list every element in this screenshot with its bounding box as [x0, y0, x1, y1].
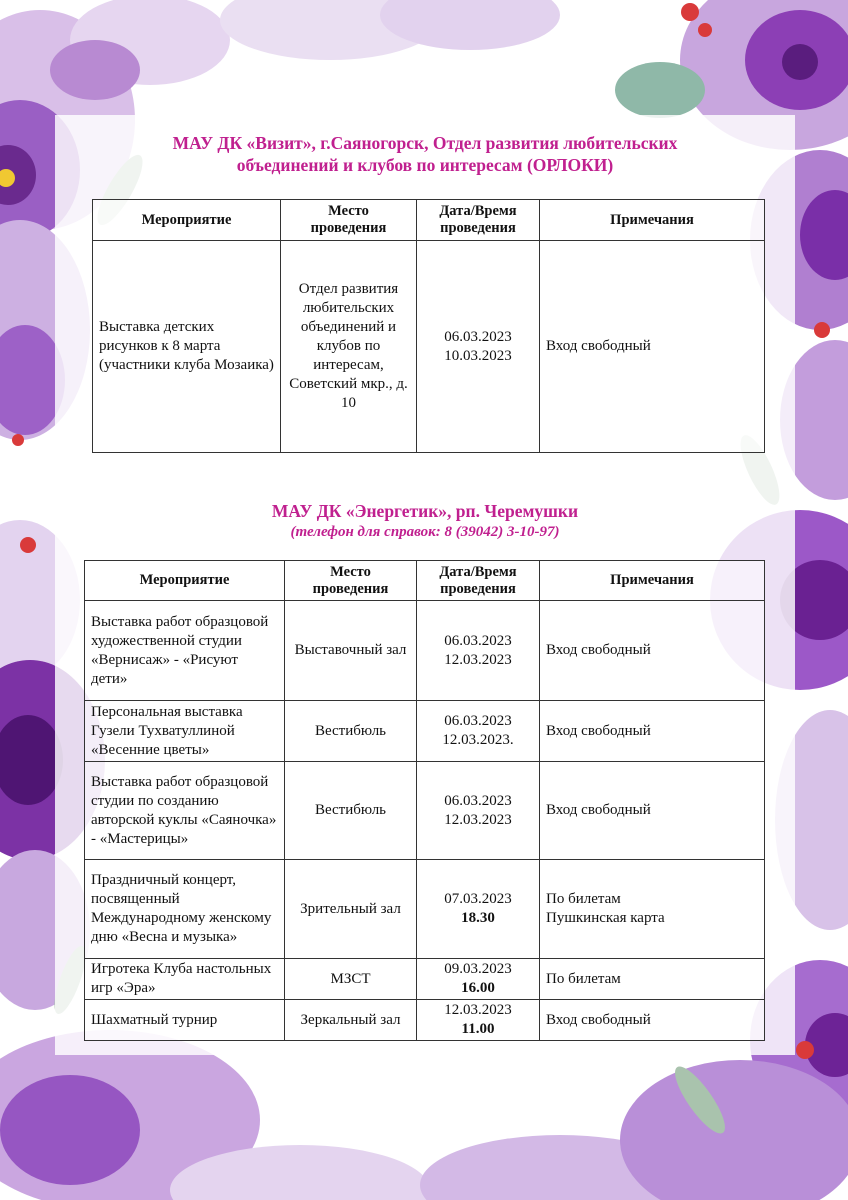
date-cell: 06.03.2023 12.03.2023 [417, 601, 540, 701]
place-cell: Вестибюль [285, 701, 417, 762]
event-cell: Праздничный концерт, посвященный Международному женскому дню «Весна и музыка» [85, 860, 285, 959]
place-cell: Выставочный зал [285, 601, 417, 701]
table-header-row [85, 561, 765, 601]
event-cell: Игротека Клуба настольных игр «Эра» [85, 959, 285, 1000]
table-row [93, 241, 765, 453]
header-event: Мероприятие [93, 200, 281, 241]
table-row [85, 701, 765, 762]
header-event: Мероприятие [85, 561, 285, 601]
note-cell: Вход свободный [540, 601, 765, 701]
section1-title-line: МАУ ДК «Визит», г.Саяногорск, Отдел развития любительских [172, 133, 678, 153]
table-row [85, 762, 765, 860]
section2-subtitle: (телефон для справок: 8 (39042) 3-10-97) [290, 524, 560, 540]
section1-title-line: объединений и клубов по интересам (ОРЛОКИ) [236, 155, 614, 175]
table-row [85, 1000, 765, 1041]
time-label: 16.00 [461, 980, 495, 996]
table-row [85, 860, 765, 959]
date-cell: 06.03.2023 12.03.2023. [417, 701, 540, 762]
note-cell: Вход свободный [540, 762, 765, 860]
place-cell: Зеркальный зал [285, 1000, 417, 1041]
place-cell: МЗСТ [285, 959, 417, 1000]
header-place: Место проведения [285, 561, 417, 601]
note-cell: По билетам [540, 959, 765, 1000]
section1-title [100, 132, 750, 176]
date-cell: 07.03.2023 18.30 [417, 860, 540, 959]
date-cell: 09.03.2023 16.00 [417, 959, 540, 1000]
header-place: Место проведения [281, 200, 417, 241]
table-header-row [93, 200, 765, 241]
event-cell: Выставка работ образцовой студии по созданию авторской куклы «Саяночка» - «Мастерицы» [85, 762, 285, 860]
header-date: Дата/Время проведения [417, 200, 540, 241]
event-cell: Персональная выставка Гузели Тухватуллиной «Весенние цветы» [85, 701, 285, 762]
section1-table [92, 199, 765, 453]
note-cell: Вход свободный [540, 701, 765, 762]
event-cell: Выставка детских рисунков к 8 марта (участники клуба Мозаика) [93, 241, 281, 453]
event-cell: Шахматный турнир [85, 1000, 285, 1041]
date-cell: 12.03.2023 11.00 [417, 1000, 540, 1041]
table-row [85, 959, 765, 1000]
date-cell: 06.03.2023 12.03.2023 [417, 762, 540, 860]
section2-title: МАУ ДК «Энергетик», рп. Черемушки [271, 501, 579, 521]
header-date: Дата/Время проведения [417, 561, 540, 601]
place-cell: Зрительный зал [285, 860, 417, 959]
note-cell: Вход свободный [540, 241, 765, 453]
table-row [85, 601, 765, 701]
place-cell: Отдел развития любительских объединений и клубов по интересам, Советский мкр., д. 10 [281, 241, 417, 453]
section2-table [84, 560, 765, 1041]
time-label: 18.30 [461, 910, 495, 926]
header-note: Примечания [540, 200, 765, 241]
header-note: Примечания [540, 561, 765, 601]
place-cell: Вестибюль [285, 762, 417, 860]
event-cell: Выставка работ образцовой художественной студии «Вернисаж» - «Рисуют дети» [85, 601, 285, 701]
time-label: 11.00 [461, 1021, 495, 1037]
note-cell: По билетам Пушкинская карта [540, 860, 765, 959]
date-cell: 06.03.2023 10.03.2023 [417, 241, 540, 453]
note-cell: Вход свободный [540, 1000, 765, 1041]
